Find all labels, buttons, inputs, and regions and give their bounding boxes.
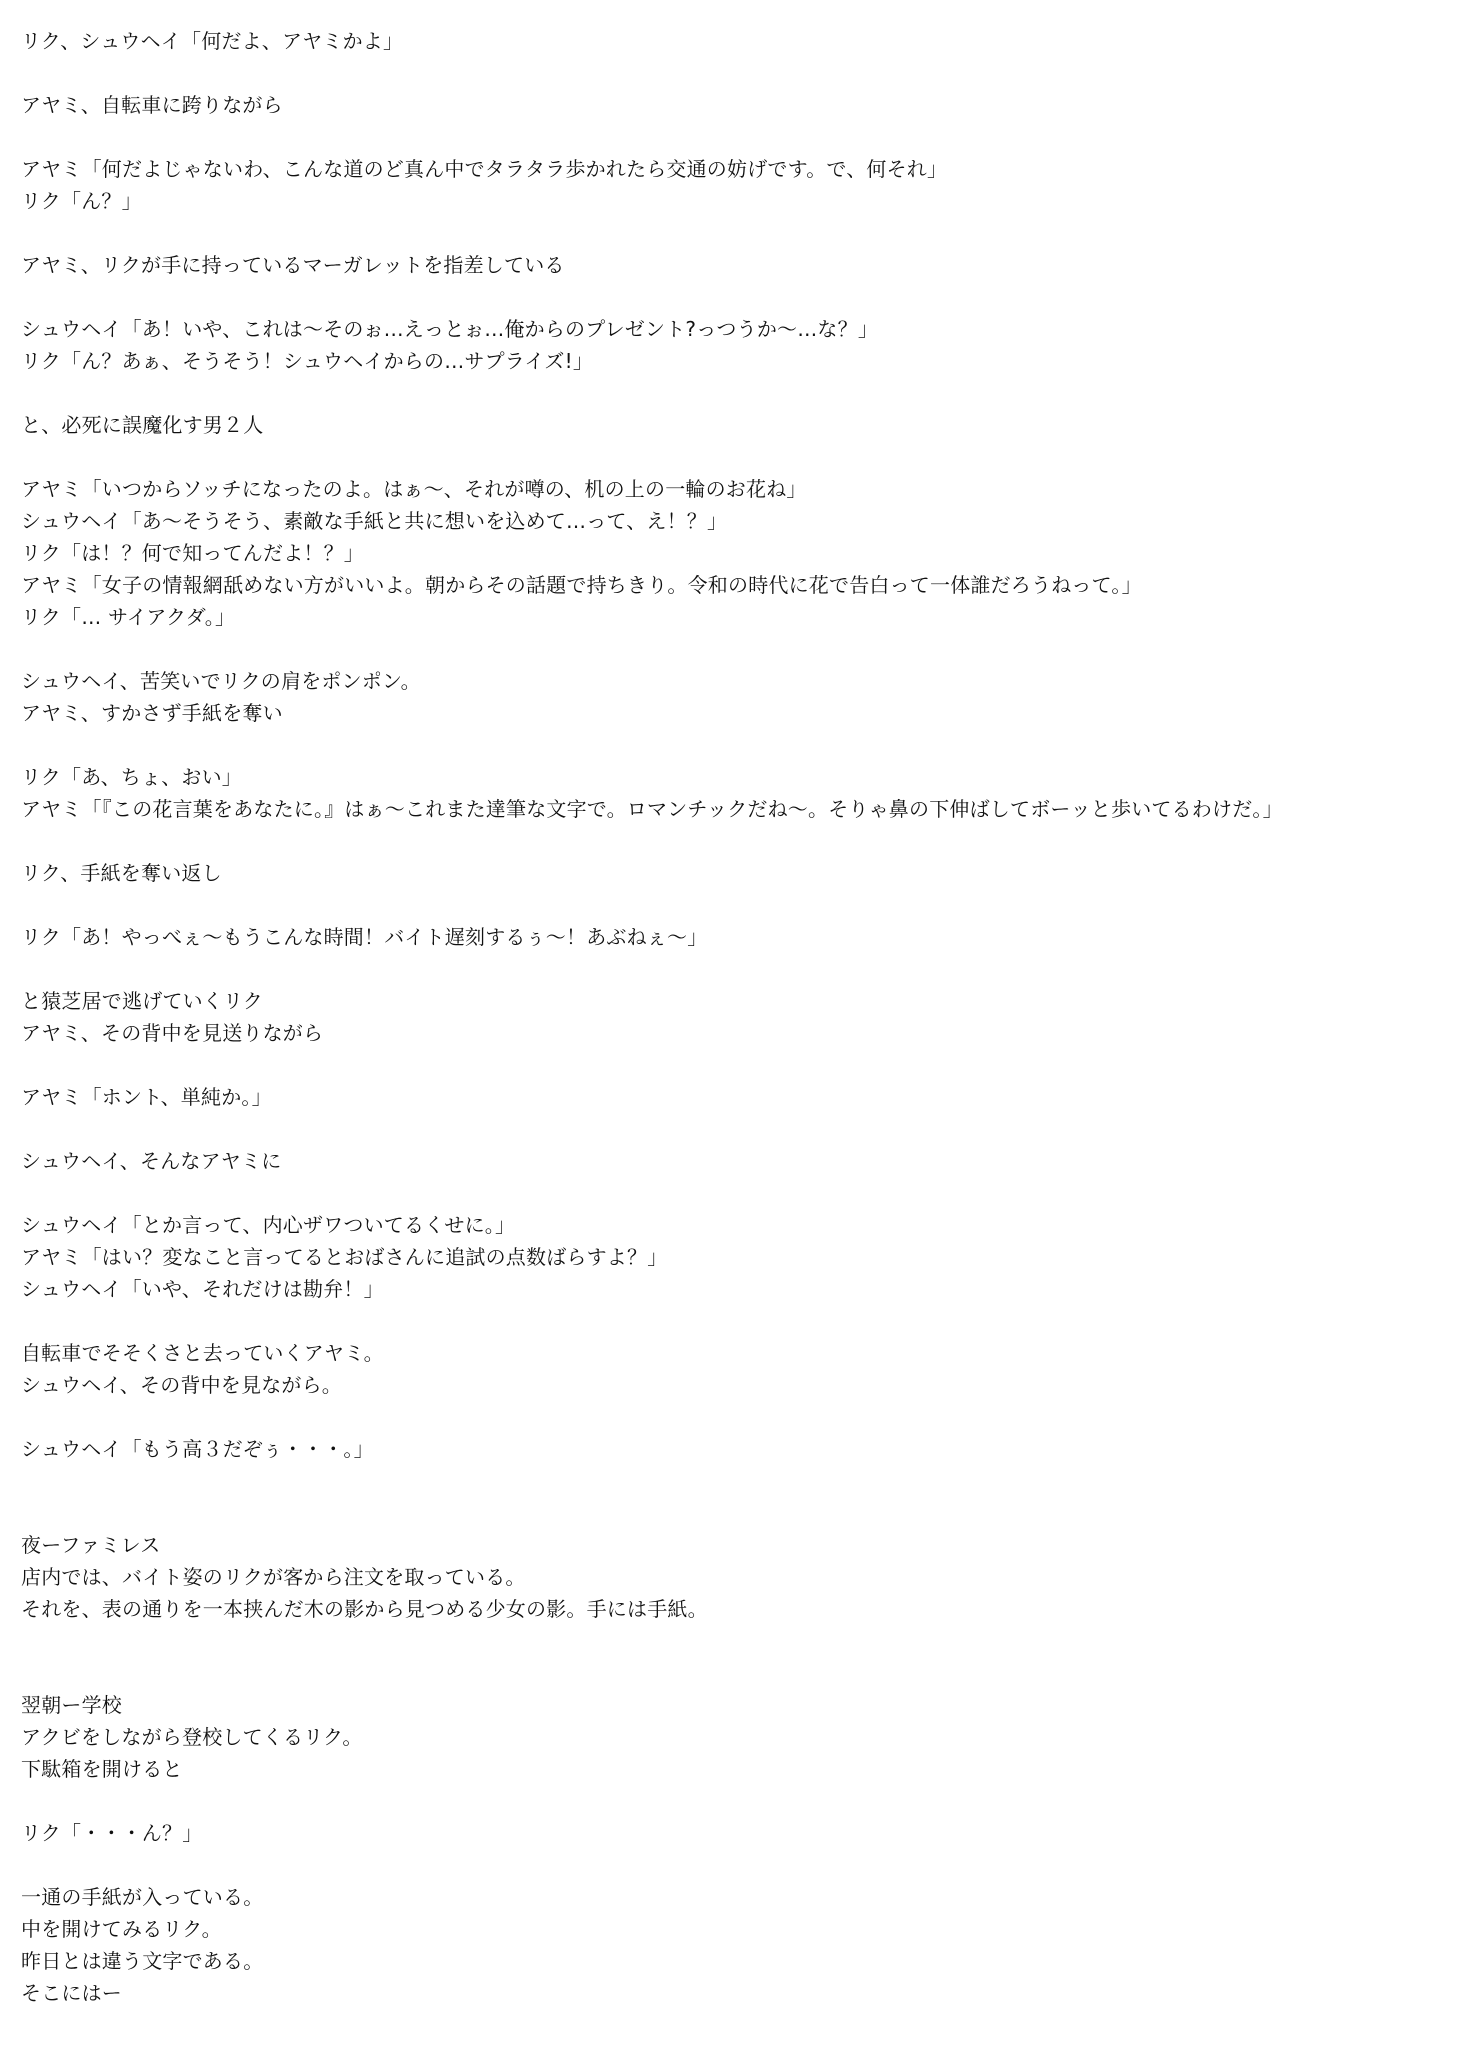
blank-line — [21, 729, 1461, 761]
script-line: 一通の手紙が入っている。 — [21, 1885, 264, 1909]
blank-line — [21, 121, 1461, 153]
script-line: シュウヘイ、その背中を見ながら。 — [21, 1373, 342, 1397]
script-line: アヤミ、その背中を見送りながら — [21, 1021, 324, 1045]
script-line: 夜ーファミレス — [21, 1533, 161, 1557]
blank-line — [21, 1625, 1461, 1657]
script-line: リク、手紙を奪い返し — [21, 861, 222, 885]
blank-line — [21, 1849, 1461, 1881]
blank-line — [21, 1401, 1461, 1433]
script-line: 昨日とは違う文字である。 — [21, 1949, 264, 1973]
blank-line — [21, 441, 1461, 473]
blank-line — [21, 1657, 1461, 1689]
script-line: 下駄箱を開けると — [21, 1757, 183, 1781]
script-line: と猿芝居で逃げていくリク — [21, 989, 263, 1013]
script-line: リク「は！？何で知ってんだよ！？」 — [21, 541, 364, 565]
script-line: リク「… サイアクダ。」 — [21, 605, 236, 629]
script-line: シュウヘイ「とか言って、内心ザワついてるくせに。」 — [21, 1213, 516, 1237]
script-line: シュウヘイ「あ〜そうそう、素敵な手紙と共に想いを込めて…って、え！？」 — [21, 509, 728, 533]
script-line: シュウヘイ「もう高３だぞぅ・・・。」 — [21, 1437, 374, 1461]
script-line: アヤミ、自転車に跨りながら — [21, 93, 283, 117]
blank-line — [21, 1305, 1461, 1337]
script-line: リク「あ、ちょ、おい」 — [21, 765, 242, 789]
blank-line — [21, 217, 1461, 249]
blank-line — [21, 57, 1461, 89]
script-line: それを、表の通りを一本挟んだ木の影から見つめる少女の影。手には手紙。 — [21, 1597, 708, 1621]
script-line: 店内では、バイト姿のリクが客から注文を取っている。 — [21, 1565, 526, 1589]
script-line: シュウヘイ「あ！いや、これは〜そのぉ…えっとぉ…俺からのプレゼント?っつうか〜…な？」 — [21, 317, 879, 341]
blank-line — [21, 377, 1461, 409]
blank-line — [21, 633, 1461, 665]
script-line: リク「ん？あぁ、そうそう！シュウヘイからの…サプライズ!」 — [21, 349, 594, 373]
blank-line — [21, 1497, 1461, 1529]
script-line: リク「ん？」 — [21, 189, 142, 213]
script-line: アヤミ「『この花言葉をあなたに。』はぁ〜これまた達筆な文字で。ロマンチックだね〜。そりゃ鼻の下伸ばしてボーッと歩いてるわけだ。」 — [21, 797, 1283, 821]
blank-line — [21, 1049, 1461, 1081]
script-document — [21, 25, 1461, 2009]
script-line: シュウヘイ「いや、それだけは勘弁！」 — [21, 1277, 384, 1301]
script-line: アヤミ「いつからソッチになったのよ。はぁ〜、それが噂の、机の上の一輪のお花ね」 — [21, 477, 807, 501]
blank-line — [21, 281, 1461, 313]
script-line: そこにはー — [21, 1981, 122, 2005]
script-line: アクビをしながら登校してくるリク。 — [21, 1725, 363, 1749]
script-line: シュウヘイ、そんなアヤミに — [21, 1149, 282, 1173]
blank-line — [21, 1113, 1461, 1145]
script-line: アヤミ「女子の情報網舐めない方がいいよ。朝からその話題で持ちきり。令和の時代に花で告白って一体誰だろうねって。」 — [21, 573, 1142, 597]
blank-line — [21, 953, 1461, 985]
script-line: リク「あ！やっべぇ〜もうこんな時間！バイト遅刻するぅ〜！あぶねぇ〜」 — [21, 925, 708, 949]
script-line: リク、シュウヘイ「何だよ、アヤミかよ」 — [21, 29, 404, 53]
blank-line — [21, 1177, 1461, 1209]
script-line: アヤミ、すかさず手紙を奪い — [21, 701, 283, 725]
script-line: アヤミ「何だよじゃないわ、こんな道のど真ん中でタラタラ歩かれたら交通の妨げです。で、何それ」 — [21, 157, 948, 181]
script-line: アヤミ、リクが手に持っているマーガレットを指差している — [21, 253, 565, 277]
script-line: シュウヘイ、苦笑いでリクの肩をポンポン。 — [21, 669, 421, 693]
script-line: リク「・・・ん？」 — [21, 1821, 203, 1845]
blank-line — [21, 1465, 1461, 1497]
script-line: アヤミ「はい？変なこと言ってるとおばさんに追試の点数ばらすよ？」 — [21, 1245, 668, 1269]
script-line: 中を開けてみるリク。 — [21, 1917, 222, 1941]
blank-line — [21, 889, 1461, 921]
script-line: 翌朝ー学校 — [21, 1693, 122, 1717]
script-line: アヤミ「ホント、単純か。」 — [21, 1085, 272, 1109]
blank-line — [21, 825, 1461, 857]
blank-line — [21, 1785, 1461, 1817]
script-line: と、必死に誤魔化す男２人 — [21, 413, 264, 437]
script-line: 自転車でそそくさと去っていくアヤミ。 — [21, 1341, 384, 1365]
